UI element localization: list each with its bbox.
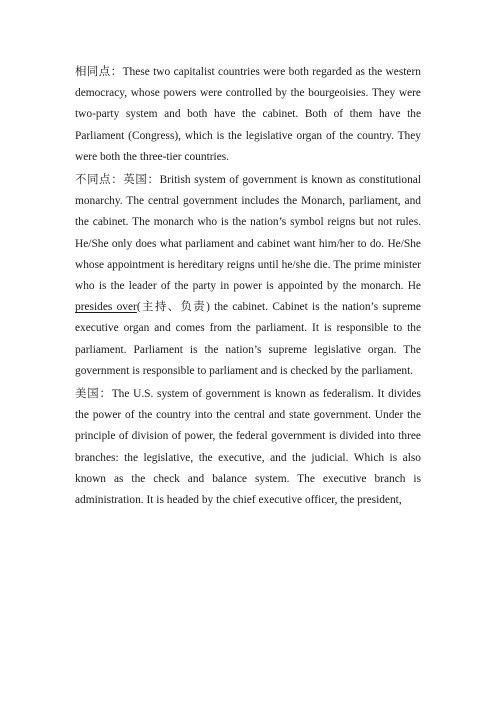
paragraph-usa bbox=[75, 384, 421, 511]
differences-label: 不同点： bbox=[75, 174, 124, 187]
uk-text-after: (主持、负责) the cabinet. Cabinet is the nation’s supreme executive organ and comes from the parliament. It is responsible to the parliament. Parliament is the nation’s supreme legislative organ. The government is responsible to parliament and is checked by the parliament. bbox=[75, 301, 421, 377]
similarities-text: These two capitalist countries were both regarded as the western democracy, whose powers were controlled by the bourgeoisies. They were two-party system and both have the cabinet. Both of them have the Parliament (Congress), which is the legislative organ of the country. They were both the three-tier countries. bbox=[75, 66, 421, 163]
uk-text-before: British system of government is known as constitutional monarchy. The central government includes the Monarch, parliament, and the cabinet. The monarch who is the nation’s symbol reigns but not rules. He/She only does what parliament and cabinet want him/her to do. He/She whose appointment is hereditary reigns until he/she die. The prime minister who is the leader of the party in power is appointed by the monarch. He bbox=[75, 174, 421, 293]
underlined-phrase: presides over bbox=[75, 301, 137, 314]
document-page bbox=[75, 62, 421, 513]
usa-text: The U.S. system of government is known as federalism. It divides the power of the country into the central and state government. Under the principle of division of power, the federal government is divided into three branches: the legislative, the executive, and the judicial. Which is also known as the check and balance system. The executive branch is administration. It is headed by the chief executive officer, the president, bbox=[75, 388, 421, 507]
usa-label: 美国： bbox=[75, 388, 112, 401]
similarities-label: 相同点： bbox=[75, 66, 123, 78]
uk-label: 英国： bbox=[123, 174, 160, 187]
paragraph-similarities bbox=[75, 62, 421, 168]
paragraph-differences-uk bbox=[75, 170, 421, 382]
